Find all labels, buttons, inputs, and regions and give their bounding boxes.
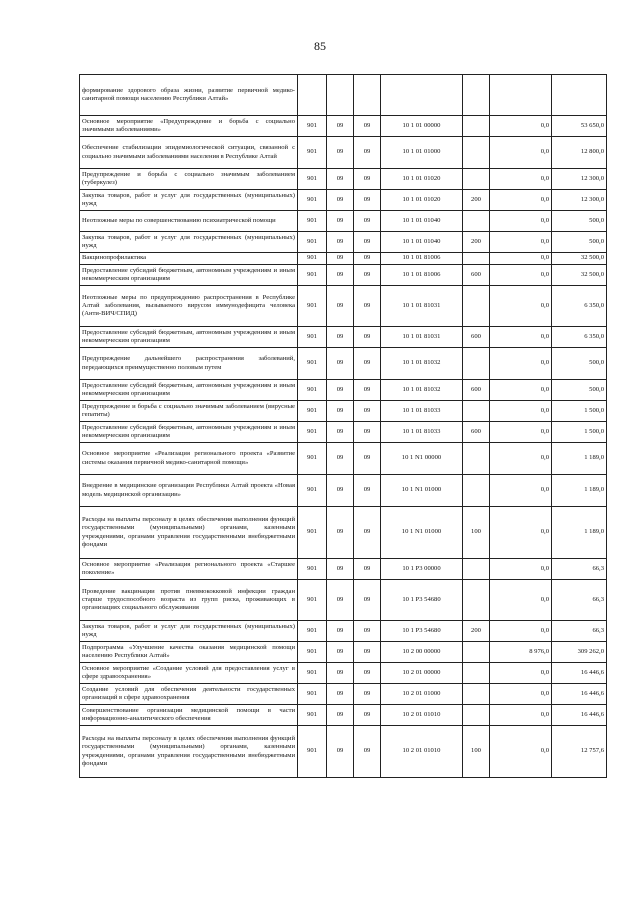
expense-type [463, 475, 490, 507]
section-code: 09 [327, 116, 354, 137]
subsection-code: 09 [354, 726, 381, 778]
section-code: 09 [327, 559, 354, 580]
subsection-code: 09 [354, 137, 381, 169]
table-row [80, 253, 607, 265]
amount-2: 6 350,0 [552, 286, 607, 327]
expense-type: 600 [463, 422, 490, 443]
row-name: Вакцинопрофилактика [80, 253, 298, 265]
table-row [80, 401, 607, 422]
ministry-code: 901 [298, 401, 327, 422]
row-name: Обеспечение стабилизации эпидемиологической ситуации, связанной с социально значимыми заболеваниями населения в Республике Алтай [80, 137, 298, 169]
ministry-code: 901 [298, 116, 327, 137]
ministry-code: 901 [298, 327, 327, 348]
ministry-code: 901 [298, 621, 327, 642]
section-code: 09 [327, 684, 354, 705]
subsection-code [354, 75, 381, 116]
expense-type: 100 [463, 726, 490, 778]
ministry-code: 901 [298, 559, 327, 580]
amount-2 [552, 75, 607, 116]
target-article: 10 1 P3 54680 [381, 580, 463, 621]
target-article: 10 1 01 01020 [381, 169, 463, 190]
amount-2: 12 757,6 [552, 726, 607, 778]
table-row [80, 621, 607, 642]
row-name: Неотложные меры по совершенствованию психиатрической помощи [80, 211, 298, 232]
table-row [80, 580, 607, 621]
subsection-code: 09 [354, 507, 381, 559]
table-row [80, 726, 607, 778]
amount-1: 0,0 [490, 559, 552, 580]
target-article: 10 2 01 00000 [381, 663, 463, 684]
amount-2: 500,0 [552, 380, 607, 401]
subsection-code: 09 [354, 265, 381, 286]
subsection-code: 09 [354, 422, 381, 443]
expense-type [463, 348, 490, 380]
table-row [80, 75, 607, 116]
row-name: Предупреждение и борьба с социально значимым заболеванием (вирусные гепатиты) [80, 401, 298, 422]
target-article: 10 1 N1 01000 [381, 507, 463, 559]
expense-type [463, 75, 490, 116]
section-code: 09 [327, 265, 354, 286]
subsection-code: 09 [354, 169, 381, 190]
row-name: Предоставление субсидий бюджетным, автономным учреждениям и иным некоммерческим организациям [80, 327, 298, 348]
expense-type [463, 705, 490, 726]
section-code: 09 [327, 475, 354, 507]
amount-1: 0,0 [490, 116, 552, 137]
section-code: 09 [327, 348, 354, 380]
table-row [80, 684, 607, 705]
table-row [80, 137, 607, 169]
target-article: 10 1 P3 00000 [381, 559, 463, 580]
table-row [80, 265, 607, 286]
expense-type [463, 211, 490, 232]
target-article: 10 1 01 01020 [381, 190, 463, 211]
amount-2: 12 800,0 [552, 137, 607, 169]
expense-type [463, 443, 490, 475]
amount-2: 1 500,0 [552, 422, 607, 443]
row-name: Закупка товаров, работ и услуг для государственных (муниципальных) нужд [80, 190, 298, 211]
expense-type [463, 253, 490, 265]
ministry-code: 901 [298, 443, 327, 475]
ministry-code: 901 [298, 380, 327, 401]
subsection-code: 09 [354, 211, 381, 232]
amount-2: 16 446,6 [552, 684, 607, 705]
ministry-code: 901 [298, 475, 327, 507]
ministry-code: 901 [298, 705, 327, 726]
section-code: 09 [327, 580, 354, 621]
ministry-code: 901 [298, 422, 327, 443]
row-name: Предупреждение дальнейшего распространения заболеваний, передающихся преимущественно половым путем [80, 348, 298, 380]
amount-2: 16 446,6 [552, 705, 607, 726]
expense-type [463, 401, 490, 422]
table-row [80, 422, 607, 443]
target-article: 10 1 N1 00000 [381, 443, 463, 475]
row-name: Расходы на выплаты персоналу в целях обеспечения выполнения функций государственными (муниципальными) органами, казенными учреждениями, органами управления государственными внебюджетными фондами [80, 507, 298, 559]
ministry-code: 901 [298, 190, 327, 211]
section-code: 09 [327, 137, 354, 169]
amount-2: 500,0 [552, 211, 607, 232]
amount-2: 66,3 [552, 559, 607, 580]
section-code: 09 [327, 705, 354, 726]
target-article: 10 1 01 81006 [381, 265, 463, 286]
target-article: 10 1 01 81006 [381, 253, 463, 265]
row-name: Закупка товаров, работ и услуг для государственных (муниципальных) нужд [80, 232, 298, 253]
ministry-code [298, 75, 327, 116]
ministry-code: 901 [298, 507, 327, 559]
target-article: 10 2 01 01010 [381, 726, 463, 778]
amount-1: 0,0 [490, 580, 552, 621]
expense-type: 200 [463, 190, 490, 211]
amount-2: 1 189,0 [552, 475, 607, 507]
expense-type [463, 169, 490, 190]
amount-2: 1 189,0 [552, 443, 607, 475]
section-code: 09 [327, 327, 354, 348]
amount-1: 0,0 [490, 380, 552, 401]
amount-2: 32 500,0 [552, 265, 607, 286]
budget-table-body [80, 75, 607, 778]
section-code: 09 [327, 726, 354, 778]
amount-2: 12 300,0 [552, 190, 607, 211]
table-row [80, 190, 607, 211]
table-row [80, 348, 607, 380]
subsection-code: 09 [354, 348, 381, 380]
subsection-code: 09 [354, 663, 381, 684]
row-name: Внедрение в медицинские организации Республики Алтай проекта «Новая модель медицинской организации» [80, 475, 298, 507]
section-code: 09 [327, 232, 354, 253]
row-name: Проведение вакцинации против пневмококковой инфекции граждан старше трудоспособного возраста из групп риска, проживающих в организациях социального обслуживания [80, 580, 298, 621]
expense-type: 200 [463, 621, 490, 642]
amount-1: 0,0 [490, 422, 552, 443]
target-article: 10 1 01 01040 [381, 232, 463, 253]
target-article: 10 1 01 81032 [381, 380, 463, 401]
row-name: Основное мероприятие «Реализация регионального проекта «Развитие системы оказания первичной медико-санитарной помощи» [80, 443, 298, 475]
table-row [80, 286, 607, 327]
table-row [80, 169, 607, 190]
subsection-code: 09 [354, 559, 381, 580]
row-name: Неотложные меры по предупреждению распространения в Республике Алтай заболевания, вызываемого вирусом иммунодефицита человека (Анти-ВИЧ/СПИД) [80, 286, 298, 327]
amount-1: 0,0 [490, 211, 552, 232]
target-article: 10 1 01 81033 [381, 401, 463, 422]
ministry-code: 901 [298, 169, 327, 190]
amount-1: 0,0 [490, 169, 552, 190]
amount-1: 0,0 [490, 443, 552, 475]
target-article: 10 1 P3 54680 [381, 621, 463, 642]
amount-1: 0,0 [490, 348, 552, 380]
target-article: 10 2 01 01000 [381, 684, 463, 705]
amount-1: 0,0 [490, 232, 552, 253]
row-name: Подпрограмма «Улучшение качества оказания медицинской помощи населению Республики Алтай» [80, 642, 298, 663]
table-row [80, 663, 607, 684]
row-name: Основное мероприятие «Реализация регионального проекта «Старшее поколение» [80, 559, 298, 580]
subsection-code: 09 [354, 642, 381, 663]
target-article: 10 1 01 01000 [381, 137, 463, 169]
row-name: Предоставление субсидий бюджетным, автономным учреждениям и иным некоммерческим организациям [80, 265, 298, 286]
section-code: 09 [327, 507, 354, 559]
ministry-code: 901 [298, 232, 327, 253]
row-name: Основное мероприятие «Создание условий для предоставления услуг в сфере здравоохранения» [80, 663, 298, 684]
amount-1 [490, 75, 552, 116]
row-name: Закупка товаров, работ и услуг для государственных (муниципальных) нужд [80, 621, 298, 642]
table-row [80, 116, 607, 137]
section-code: 09 [327, 253, 354, 265]
amount-1: 0,0 [490, 286, 552, 327]
section-code [327, 75, 354, 116]
row-name: Основное мероприятие «Предупреждение и борьба с социально значимыми заболеваниями» [80, 116, 298, 137]
row-name: Предоставление субсидий бюджетным, автономным учреждениям и иным некоммерческим организациям [80, 422, 298, 443]
amount-1: 0,0 [490, 137, 552, 169]
ministry-code: 901 [298, 663, 327, 684]
subsection-code: 09 [354, 684, 381, 705]
amount-2: 66,3 [552, 580, 607, 621]
expense-type: 100 [463, 507, 490, 559]
amount-1: 0,0 [490, 401, 552, 422]
subsection-code: 09 [354, 380, 381, 401]
section-code: 09 [327, 422, 354, 443]
expense-type [463, 642, 490, 663]
expense-type [463, 137, 490, 169]
budget-table [79, 74, 607, 778]
amount-2: 6 350,0 [552, 327, 607, 348]
expense-type: 600 [463, 265, 490, 286]
subsection-code: 09 [354, 621, 381, 642]
target-article: 10 1 01 81031 [381, 286, 463, 327]
table-row [80, 443, 607, 475]
amount-1: 0,0 [490, 507, 552, 559]
row-name: Расходы на выплаты персоналу в целях обеспечения выполнения функций государственными (муниципальными) органами, казенными учреждениями, органами управления государственными внебюджетными фондами [80, 726, 298, 778]
row-name: Совершенствование организации медицинской помощи в части информационно-аналитического обеспечения [80, 705, 298, 726]
expense-type [463, 684, 490, 705]
row-name: Создание условий для обеспечения деятельности государственных организаций в сфере здравоохранения [80, 684, 298, 705]
amount-1: 0,0 [490, 705, 552, 726]
subsection-code: 09 [354, 443, 381, 475]
target-article: 10 1 01 81031 [381, 327, 463, 348]
subsection-code: 09 [354, 327, 381, 348]
section-code: 09 [327, 642, 354, 663]
ministry-code: 901 [298, 253, 327, 265]
ministry-code: 901 [298, 684, 327, 705]
ministry-code: 901 [298, 137, 327, 169]
expense-type [463, 580, 490, 621]
amount-1: 0,0 [490, 265, 552, 286]
expense-type: 200 [463, 232, 490, 253]
amount-2: 309 262,0 [552, 642, 607, 663]
ministry-code: 901 [298, 211, 327, 232]
table-row [80, 705, 607, 726]
target-article: 10 1 01 81033 [381, 422, 463, 443]
table-row [80, 380, 607, 401]
section-code: 09 [327, 443, 354, 475]
subsection-code: 09 [354, 475, 381, 507]
ministry-code: 901 [298, 642, 327, 663]
row-name: формирование здорового образа жизни, развитие первичной медико-санитарной помощи населению Республики Алтай» [80, 75, 298, 116]
amount-2: 1 189,0 [552, 507, 607, 559]
amount-1: 0,0 [490, 621, 552, 642]
table-row [80, 327, 607, 348]
expense-type [463, 116, 490, 137]
subsection-code: 09 [354, 705, 381, 726]
section-code: 09 [327, 211, 354, 232]
amount-1: 0,0 [490, 684, 552, 705]
table-row [80, 559, 607, 580]
table-row [80, 211, 607, 232]
amount-1: 0,0 [490, 726, 552, 778]
amount-2: 1 500,0 [552, 401, 607, 422]
amount-1: 0,0 [490, 327, 552, 348]
subsection-code: 09 [354, 580, 381, 621]
subsection-code: 09 [354, 232, 381, 253]
amount-2: 12 300,0 [552, 169, 607, 190]
section-code: 09 [327, 286, 354, 327]
expense-type: 600 [463, 380, 490, 401]
row-name: Предоставление субсидий бюджетным, автономным учреждениям и иным некоммерческим организациям [80, 380, 298, 401]
expense-type [463, 559, 490, 580]
section-code: 09 [327, 401, 354, 422]
target-article: 10 1 N1 01000 [381, 475, 463, 507]
table-row [80, 475, 607, 507]
expense-type: 600 [463, 327, 490, 348]
amount-2: 53 650,0 [552, 116, 607, 137]
amount-1: 0,0 [490, 475, 552, 507]
amount-1: 0,0 [490, 663, 552, 684]
target-article: 10 1 01 00000 [381, 116, 463, 137]
row-name: Предупреждение и борьба с социально значимым заболеванием (туберкулез) [80, 169, 298, 190]
table-row [80, 507, 607, 559]
subsection-code: 09 [354, 190, 381, 211]
amount-2: 16 446,6 [552, 663, 607, 684]
target-article: 10 2 00 00000 [381, 642, 463, 663]
table-row [80, 642, 607, 663]
target-article: 10 1 01 81032 [381, 348, 463, 380]
target-article: 10 2 01 01010 [381, 705, 463, 726]
ministry-code: 901 [298, 348, 327, 380]
page-number: 85 [314, 39, 326, 53]
section-code: 09 [327, 621, 354, 642]
amount-2: 32 500,0 [552, 253, 607, 265]
section-code: 09 [327, 380, 354, 401]
expense-type [463, 663, 490, 684]
amount-2: 66,3 [552, 621, 607, 642]
amount-1: 0,0 [490, 190, 552, 211]
amount-1: 8 976,0 [490, 642, 552, 663]
subsection-code: 09 [354, 401, 381, 422]
ministry-code: 901 [298, 580, 327, 621]
subsection-code: 09 [354, 286, 381, 327]
subsection-code: 09 [354, 116, 381, 137]
amount-1: 0,0 [490, 253, 552, 265]
amount-2: 500,0 [552, 348, 607, 380]
target-article: 10 1 01 01040 [381, 211, 463, 232]
ministry-code: 901 [298, 726, 327, 778]
subsection-code: 09 [354, 253, 381, 265]
ministry-code: 901 [298, 286, 327, 327]
table-row [80, 232, 607, 253]
target-article [381, 75, 463, 116]
amount-2: 500,0 [552, 232, 607, 253]
expense-type [463, 286, 490, 327]
section-code: 09 [327, 169, 354, 190]
section-code: 09 [327, 663, 354, 684]
ministry-code: 901 [298, 265, 327, 286]
section-code: 09 [327, 190, 354, 211]
